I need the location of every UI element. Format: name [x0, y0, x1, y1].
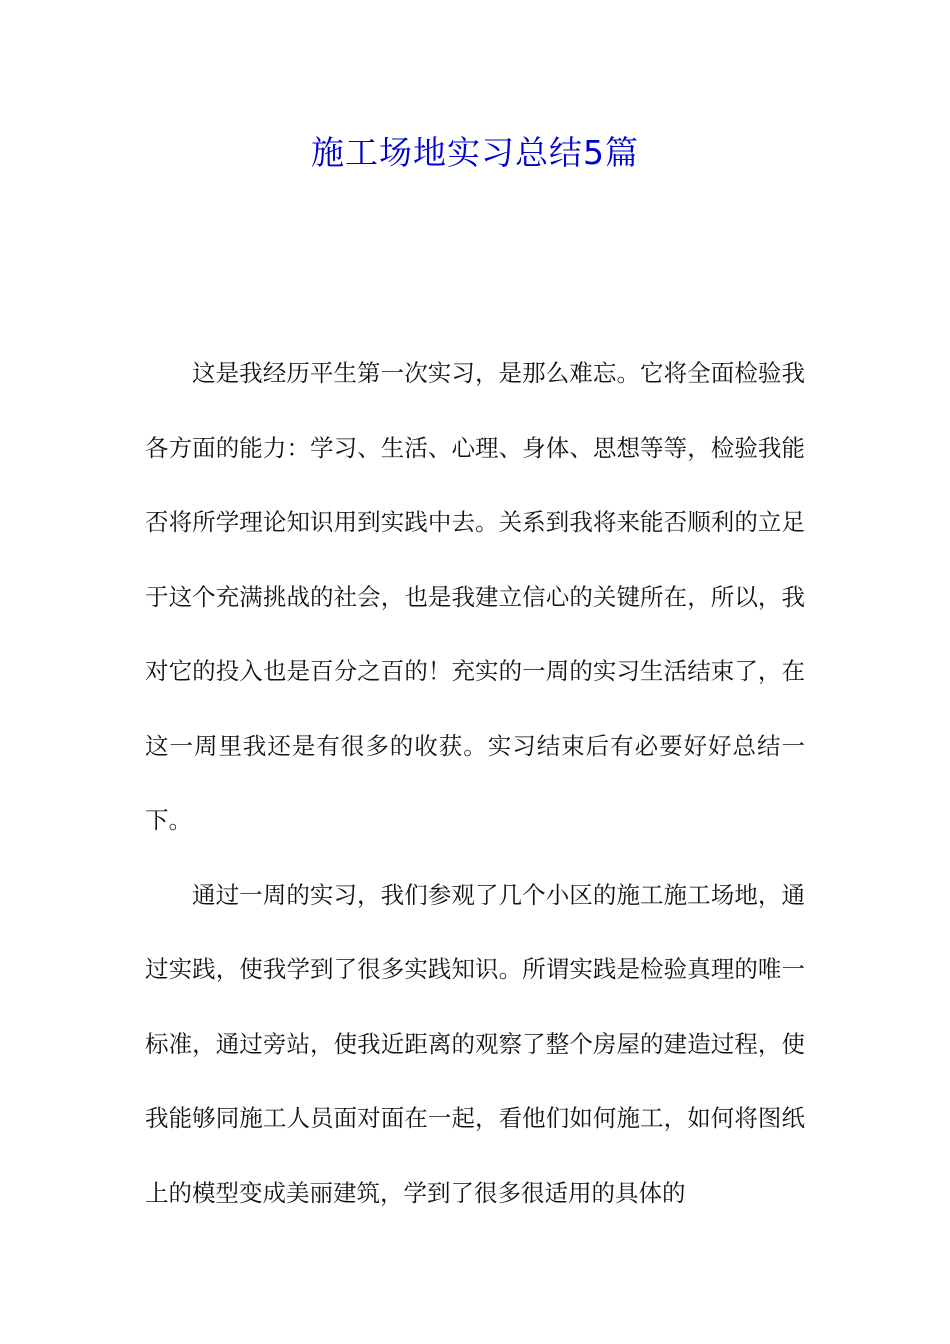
- document-title: 施工场地实习总结5篇: [311, 133, 639, 172]
- paragraph-1: 这是我经历平生第一次实习，是那么难忘。它将全面检验我各方面的能力：学习、生活、心理、身体、思想等等，检验我能否将所学理论知识用到实践中去。关系到我将来能否顺利的立足于这个充满挑战的社会，也是我建立信心的关键所在，所以，我对它的投入也是百分之百的！充实的一周的实习生活结束了，在这一周里我还是有很多的收获。实习结束后有必要好好总结一下。: [145, 359, 805, 834]
- document-body: [145, 336, 805, 1230]
- paragraph-2: 通过一周的实习，我们参观了几个小区的施工施工场地，通过实践，使我学到了很多实践知识。所谓实践是检验真理的唯一标准，通过旁站，使我近距离的观察了整个房屋的建造过程，使我能够同施工人员面对面在一起，看他们如何施工，如何将图纸上的模型变成美丽建筑，学到了很多很适用的具体的: [145, 880, 805, 1207]
